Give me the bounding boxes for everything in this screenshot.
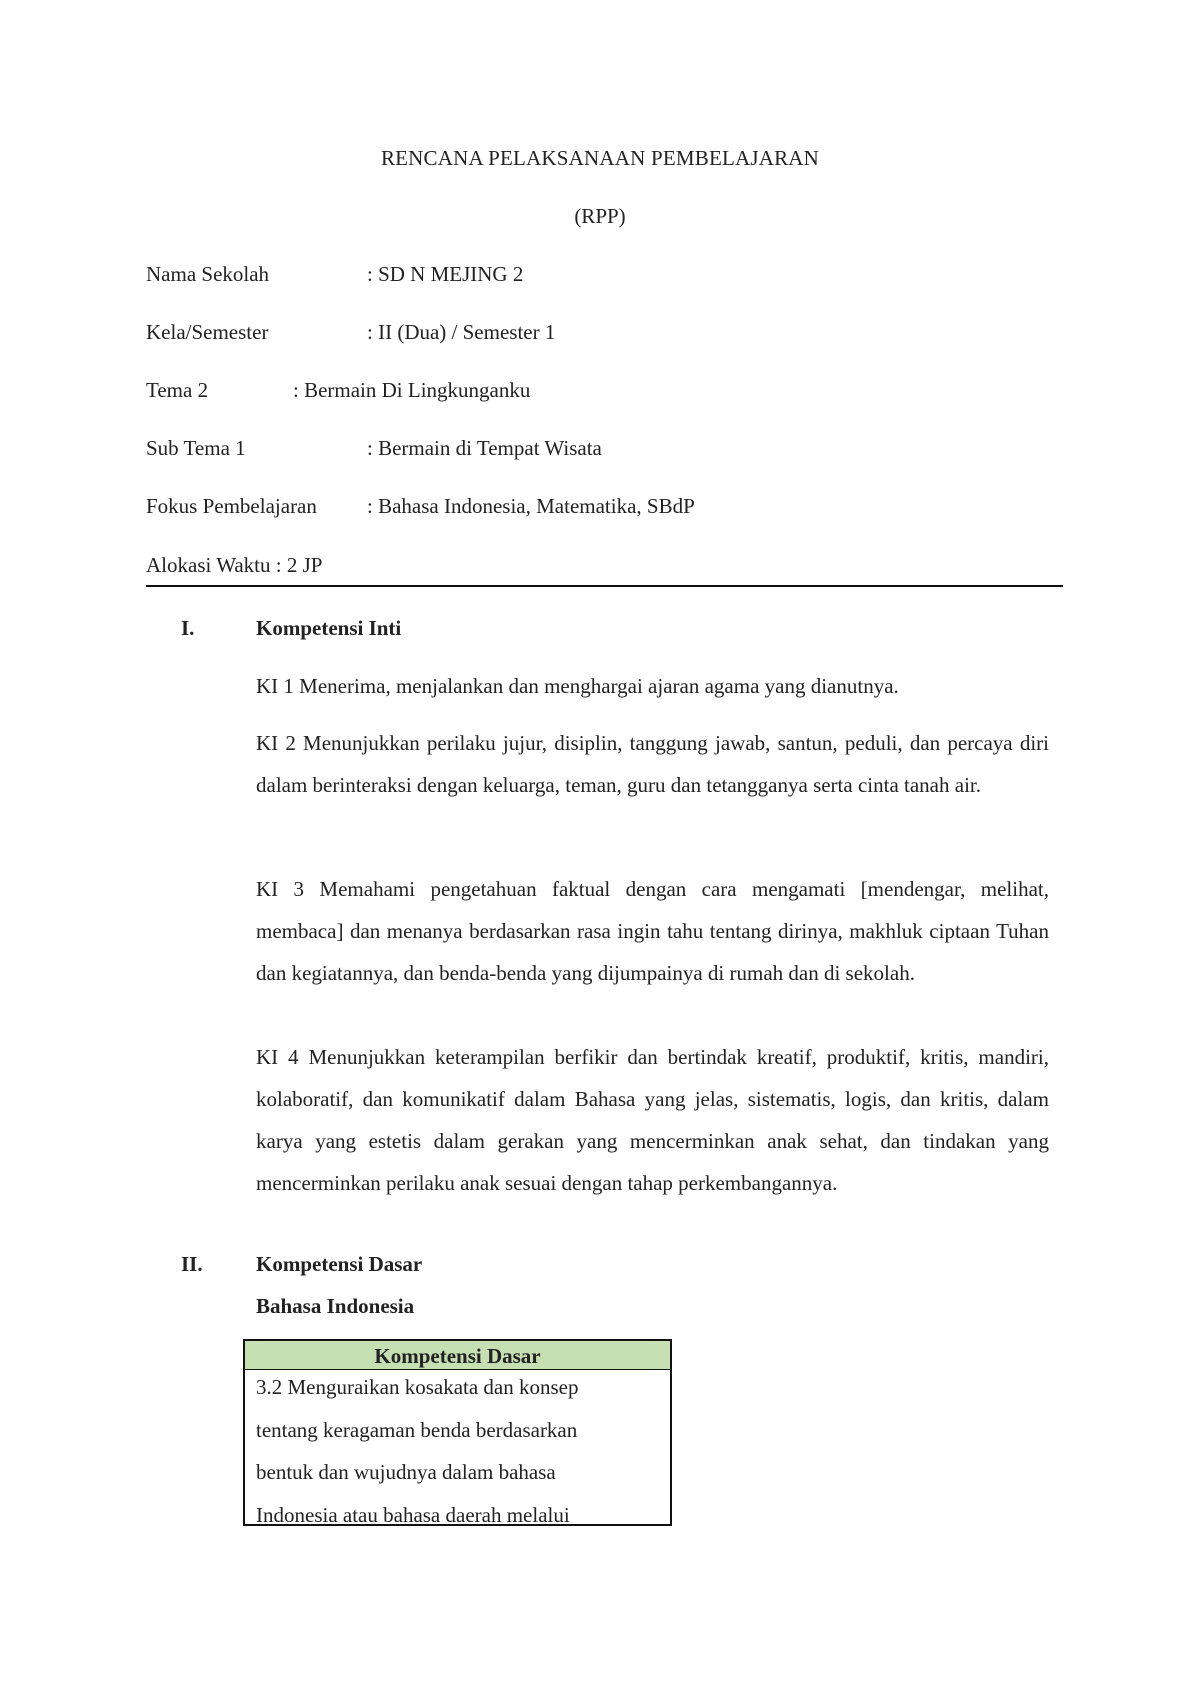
table-cell <box>245 1366 670 1536</box>
section-2-title: Kompetensi Dasar <box>256 1252 423 1276</box>
subtheme-value: : Bermain di Tempat Wisata <box>367 436 602 460</box>
theme-row <box>146 378 531 403</box>
ki-2-paragraph: KI 2 Menunjukkan perilaku jujur, disiplin, tanggung jawab, santun, peduli, dan percaya diri dalam berinteraksi dengan keluarga, teman, guru dan tetangganya serta cinta tanah air. <box>256 731 1049 797</box>
theme-value: : Bermain Di Lingkunganku <box>293 378 531 402</box>
section-2-number: II. <box>181 1252 203 1276</box>
class-value: : II (Dua) / Semester 1 <box>367 320 556 344</box>
ki-4-paragraph: KI 4 Menunjukkan keterampilan berfikir dan bertindak kreatif, produktif, kritis, mandiri, kolaboratif, dan komunikatif dalam Bahasa yang jelas, sistematis, logis, dan kritis, dalam karya yang estetis dalam gerakan yang mencerminkan anak sehat, dan tindakan yang mencerminkan perilaku anak sesuai dengan tahap perkembangannya. <box>256 1045 1049 1195</box>
school-label: Nama Sekolah <box>146 262 270 286</box>
kompetensi-dasar-table <box>243 1339 672 1526</box>
class-row <box>146 320 556 345</box>
time-allocation: Alokasi Waktu : 2 JP <box>146 553 323 577</box>
focus-value: : Bahasa Indonesia, Matematika, SBdP <box>367 494 695 518</box>
ki-3-paragraph: KI 3 Memahami pengetahuan faktual dengan cara mengamati [mendengar, melihat, membaca] dan menanya berdasarkan rasa ingin tahu tentang dirinya, makhluk ciptaan Tuhan dan kegiatannya, dan benda-benda yang dijumpainya di rumah dan di sekolah. <box>256 877 1049 985</box>
table-cell-line: bentuk dan wujudnya dalam bahasa <box>256 1460 556 1484</box>
subtheme-label: Sub Tema 1 <box>146 436 246 460</box>
focus-label: Fokus Pembelajaran <box>146 494 317 518</box>
table-cell-line: 3.2 Menguraikan kosakata dan konsep <box>256 1375 579 1399</box>
class-label: Kela/Semester <box>146 320 269 344</box>
table-header: Kompetensi Dasar <box>245 1341 670 1370</box>
focus-row <box>146 494 695 519</box>
document-title: RENCANA PELAKSANAAN PEMBELAJARAN <box>380 146 820 170</box>
school-value: : SD N MEJING 2 <box>367 262 524 286</box>
theme-label: Tema 2 <box>146 378 209 402</box>
section-1-number: I. <box>181 616 195 640</box>
header-divider <box>146 585 1063 587</box>
table-cell-line: tentang keragaman benda berdasarkan <box>256 1417 578 1442</box>
section-1-title: Kompetensi Inti <box>256 616 402 640</box>
school-row <box>146 262 524 287</box>
subtheme-row <box>146 436 602 461</box>
ki-1-paragraph: KI 1 Menerima, menjalankan dan menghargai ajaran agama yang dianutnya. <box>256 674 899 698</box>
time-row <box>146 553 322 578</box>
table-cell-line: Indonesia atau bahasa daerah melalui <box>256 1502 570 1527</box>
document-subtitle: (RPP) <box>574 204 626 228</box>
subject-heading: Bahasa Indonesia <box>256 1294 415 1318</box>
